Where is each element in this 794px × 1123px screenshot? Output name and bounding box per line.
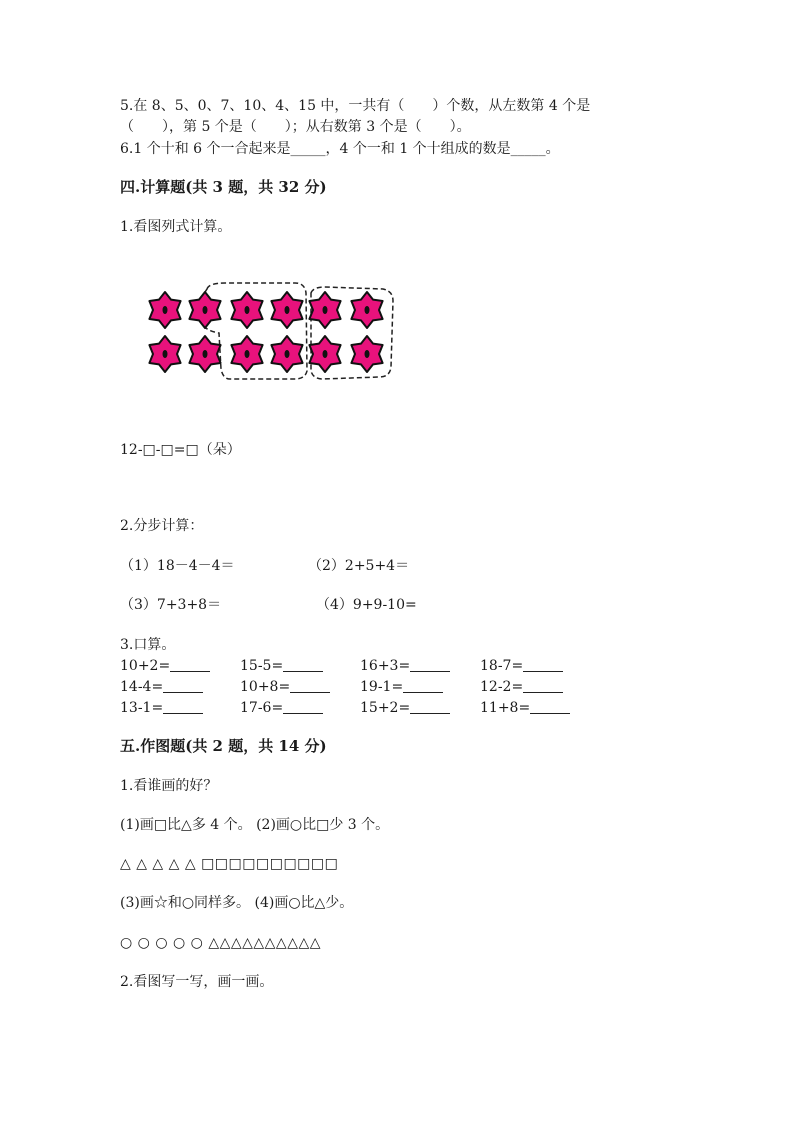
- calc-q2-item-2: （2）2+5+4＝: [308, 558, 410, 574]
- calc-q2-item-4: （4）9+9-10=: [316, 597, 417, 613]
- flower-icon: [271, 336, 302, 372]
- draw-q1-shapes1: △ △ △ △ △ □□□□□□□□□□: [120, 856, 339, 872]
- oral-calc-item: 13-1=: [120, 698, 203, 718]
- oral-calc-item: 11+8=: [480, 698, 570, 718]
- flower-grouping-figure: [135, 275, 405, 395]
- draw-q1-line1: (1)画□比△多 4 个。 (2)画○比□少 3 个。: [120, 817, 390, 833]
- draw-q1-title: 1.看谁画的好？: [120, 778, 218, 794]
- section-5-heading: 五.作图题(共 2 题，共 14 分): [120, 737, 327, 755]
- flower-icon: [231, 336, 262, 372]
- flower-icon: [149, 336, 180, 372]
- flower-icon: [309, 292, 340, 328]
- flower-icon: [271, 292, 302, 328]
- flower-icon: [351, 336, 382, 372]
- oral-calc-item: 18-7=: [480, 656, 563, 676]
- oral-calc-item: 15-5=: [240, 656, 323, 676]
- calc-q3-title: 3.口算。: [120, 637, 176, 653]
- flower-icon: [189, 292, 220, 328]
- flower-icon: [189, 336, 220, 372]
- flower-icon: [351, 292, 382, 328]
- oral-calc-item: 17-6=: [240, 698, 323, 718]
- flower-icon: [149, 292, 180, 328]
- calc-q1-title: 1.看图列式计算。: [120, 219, 232, 235]
- oral-calc-item: 15+2=: [360, 698, 450, 718]
- calc-q2-title: 2.分步计算：: [120, 518, 204, 534]
- draw-q1-line2: (3)画☆和○同样多。 (4)画○比△少。: [120, 895, 354, 911]
- question-6: 6.1 个十和 6 个一合起来是_____，4 个一和 1 个十组成的数是_____。: [120, 141, 560, 157]
- calc-q1-equation: 12-□-□=□（朵）: [120, 442, 241, 458]
- oral-calc-item: 10+2=: [120, 656, 210, 676]
- flower-icon: [309, 336, 340, 372]
- section-4-heading: 四.计算题(共 3 题，共 32 分): [120, 178, 327, 196]
- oral-calc-item: 19-1=: [360, 677, 443, 697]
- oral-calc-item: 14-4=: [120, 677, 203, 697]
- draw-q1-shapes2: ○ ○ ○ ○ ○ △△△△△△△△△△: [120, 935, 321, 951]
- oral-calc-item: 16+3=: [360, 656, 450, 676]
- oral-calc-item: 12-2=: [480, 677, 563, 697]
- question-5-line1: 5.在 8、5、0、7、10、4、15 中，一共有（ ）个数，从左数第 4 个是: [120, 98, 591, 114]
- question-5-line2: （ ），第 5 个是（ ）；从右数第 3 个是（ ）。: [120, 119, 471, 135]
- oral-calc-item: 10+8=: [240, 677, 330, 697]
- calc-q2-item-1: （1）18－4－4＝: [120, 558, 235, 574]
- calc-q2-item-3: （3）7+3+8＝: [120, 597, 222, 613]
- flower-icon: [231, 292, 262, 328]
- draw-q2-title: 2.看图写一写，画一画。: [120, 974, 274, 990]
